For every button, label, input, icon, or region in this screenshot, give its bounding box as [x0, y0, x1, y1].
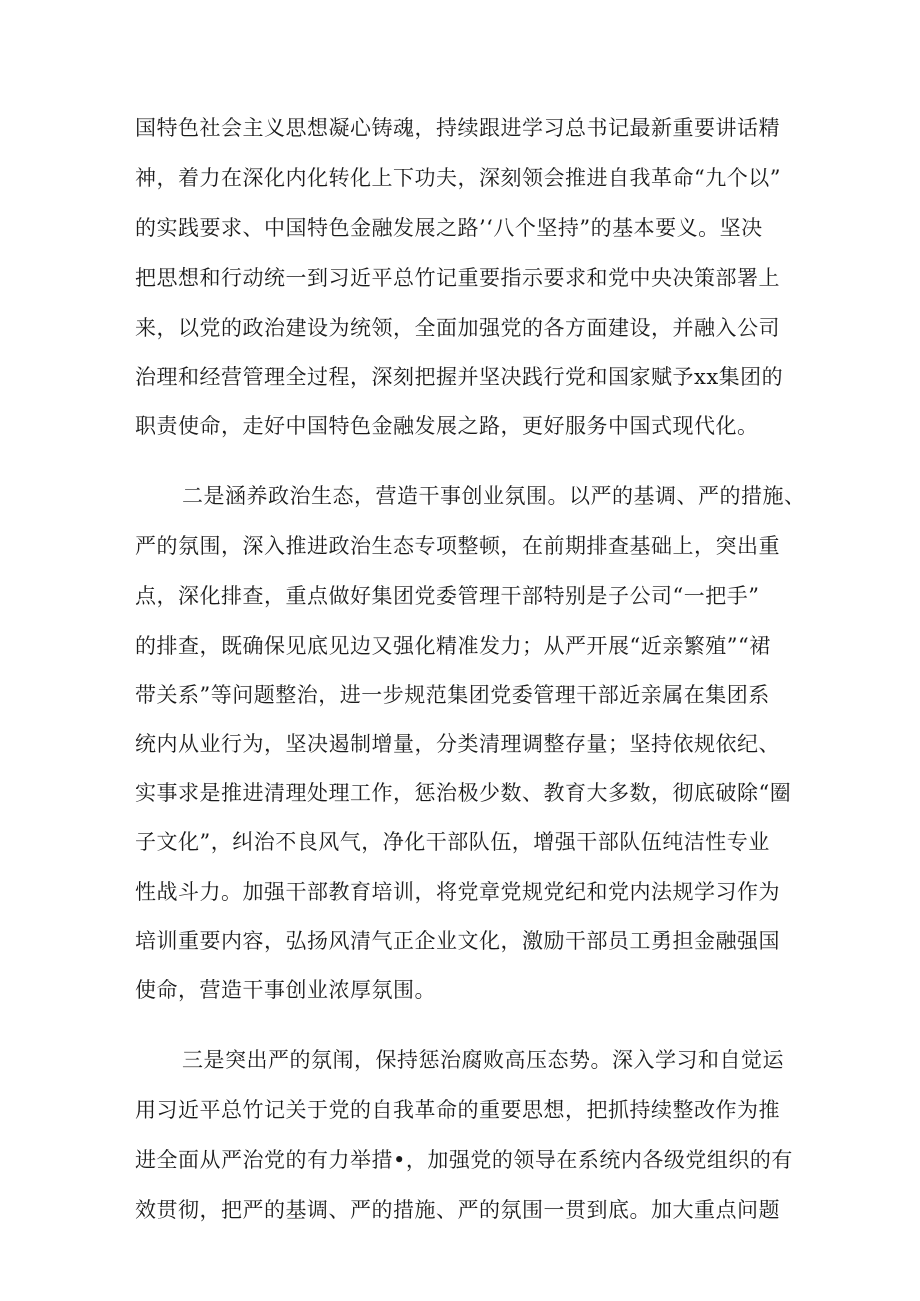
paragraph-1-line-2: 神，着力在深化内化转化上下功夫，深刻领会推进自我革命“九个以” — [135, 166, 781, 190]
paragraph-2-line-3: 点，深化排查，重点做好集团党委管理干部特别是子公司“一把手” — [135, 584, 760, 608]
paragraph-2-line-1: 二是涵养政治生态，营造干事创业氛围。以严的基调、严的措施、 — [182, 484, 806, 508]
paragraph-1-line-6: 治理和经营管理全过程，深刻把握并坚决践行党和国家赋予xx集团的 — [135, 365, 784, 389]
paragraph-3-line-2: 用习近平总竹记关于党的自我革命的重要思想，把抓持续整改作为推 — [135, 1098, 780, 1122]
paragraph-3-line-1: 三是突出严的氛闱，保持惩治腐败高压态势。深入学习和自觉运 — [182, 1048, 784, 1072]
paragraph-2-line-6: 统内从业行为，坚决遏制增量，分类清理调整存量；坚持依规依纪、 — [135, 732, 780, 756]
paragraph-1-line-4: 把思想和行动统一到习近平总竹记重要指示要求和党中央决策部署上 — [135, 266, 780, 290]
paragraph-1-line-5: 来，以党的政治建设为统领，全面加强党的各方面建设，并融入公司 — [135, 316, 780, 340]
paragraph-1-line-7: 职责使命，走好中国特色金融发展之路，更好服务中国式现代化。 — [135, 414, 759, 438]
paragraph-2-line-5: 带关系”等问题整治，进一步规范集团党委管理干部近亲属在集团系 — [135, 683, 770, 707]
paragraph-3-line-4: 效贯彻，把严的基调、严的措施、严的氛围一贯到底。加大重点问题 — [135, 1198, 780, 1222]
paragraph-2-line-11: 使命，营造干事创业浓厚氛围。 — [135, 978, 436, 1002]
paragraph-2-line-8: 子文化”，纠治不良风气，净化干部队伍，增强干部队伍纯洁性专业 — [135, 830, 770, 854]
paragraph-2-line-2: 严的氛围，深入推进政治生态专项整顿，在前期排查基础上，突出重 — [135, 534, 780, 558]
paragraph-3-line-3: 进全面从严治党的有力举措•，加强党的领导在系统内各级党组织的有 — [135, 1148, 793, 1172]
paragraph-2-line-10: 培训重要内容，弘扬风清气正企业文化，激励干部员工勇担金融强国 — [135, 929, 780, 953]
paragraph-2-line-7: 实事求是推进清理处理工作，惩治极少数、教育大多数，彻底破除“圈 — [135, 781, 792, 805]
paragraph-1-line-1: 国特色社会主义思想凝心铸魂，持续跟进学习总书记最新重要讲话精 — [135, 116, 780, 140]
paragraph-2-line-4: 的排查，既确保见底见边又强化精准发力；从严开展“近亲繁殖”“裙 — [135, 634, 771, 658]
paragraph-2-line-9: 性战斗力。加强干部教育培训，将党章党规党纪和党内法规学习作为 — [135, 880, 780, 904]
paragraph-1-line-3: 的实践要求、中国特色金融发展之路’‘八个坚持”的基本要义。坚决 — [135, 216, 763, 240]
